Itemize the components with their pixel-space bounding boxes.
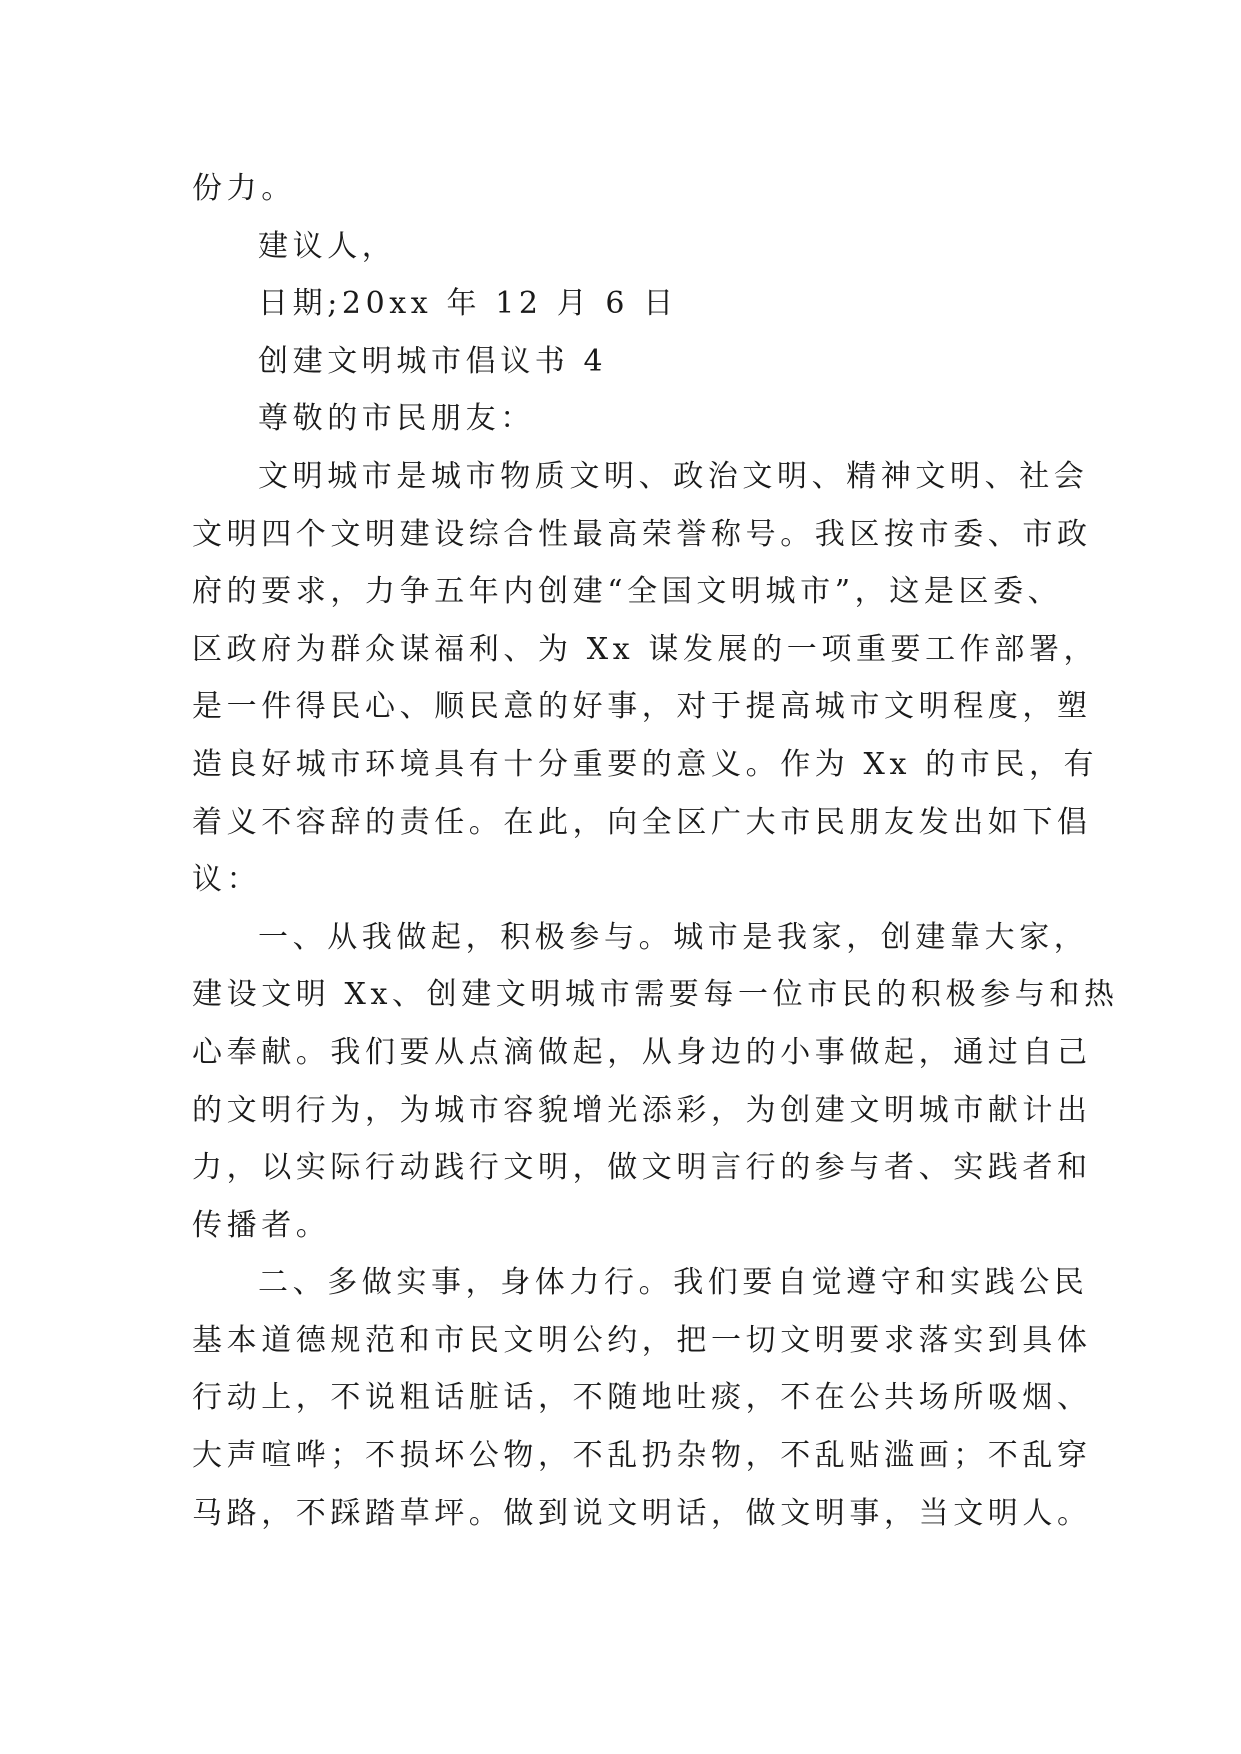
text-line: 议：	[192, 862, 262, 898]
text-line: 力，以实际行动践行文明，做文明言行的参与者、实践者和	[192, 1150, 1092, 1186]
text-line: 马路，不踩踏草坪。做到说文明话，做文明事，当文明人。	[192, 1495, 1092, 1531]
text-line: 的文明行为，为城市容貌增光添彩，为创建文明城市献计出	[192, 1092, 1092, 1128]
text-line: 基本道德规范和市民文明公约，把一切文明要求落实到具体	[192, 1322, 1092, 1358]
text-line: 创建文明城市倡议书 4	[258, 343, 608, 379]
text-line: 大声喧哗；不损坏公物，不乱扔杂物，不乱贴滥画；不乱穿	[192, 1438, 1092, 1474]
text-line: 建议人，	[258, 228, 397, 264]
text-line: 二、多做实事，身体力行。我们要自觉遵守和实践公民	[258, 1265, 1089, 1301]
text-line: 日期;20xx 年 12 月 6 日	[258, 286, 678, 322]
text-line: 行动上，不说粗话脏话，不随地吐痰，不在公共场所吸烟、	[192, 1380, 1092, 1416]
text-line: 文明四个文明建设综合性最高荣誉称号。我区按市委、市政	[192, 516, 1092, 552]
text-line: 传播者。	[192, 1207, 331, 1243]
document-body	[192, 160, 1119, 1542]
text-line: 心奉献。我们要从点滴做起，从身边的小事做起，通过自己	[192, 1034, 1092, 1070]
text-line: 建设文明 Xx、创建文明城市需要每一位市民的积极参与和热	[192, 977, 1119, 1013]
text-line: 是一件得民心、顺民意的好事，对于提高城市文明程度，塑	[192, 689, 1092, 725]
text-line: 份力。	[192, 171, 296, 206]
text-line: 区政府为群众谋福利、为 Xx 谋发展的一项重要工作部署，	[192, 631, 1099, 667]
text-line: 尊敬的市民朋友：	[258, 401, 535, 437]
text-line: 一、从我做起，积极参与。城市是我家，创建靠大家，	[258, 919, 1089, 955]
text-line: 造良好城市环境具有十分重要的意义。作为 Xx 的市民，有	[192, 746, 1099, 782]
text-line: 府的要求，力争五年内创建“全国文明城市”，这是区委、	[192, 574, 1063, 610]
text-line: 着义不容辞的责任。在此，向全区广大市民朋友发出如下倡	[192, 804, 1092, 840]
text-line: 文明城市是城市物质文明、政治文明、精神文明、社会	[258, 458, 1089, 494]
